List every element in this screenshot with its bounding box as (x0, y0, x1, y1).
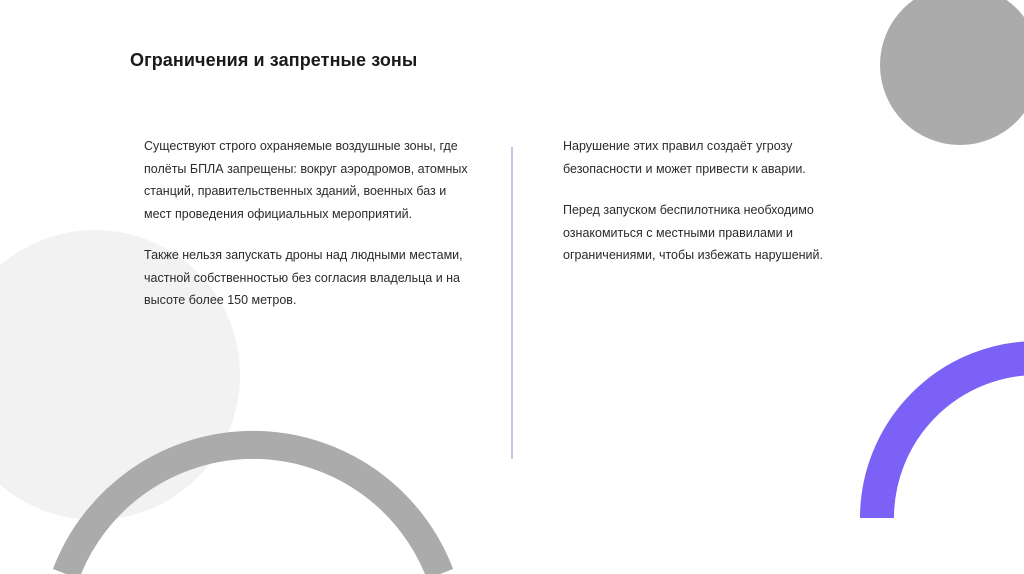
left-paragraph-1: Существуют строго охраняемые воздушные зоны, где полёты БПЛА запрещены: вокруг аэродромов, атомных станций, правительственных зданий, военных баз и мест проведения официальных мероприятий. (144, 139, 468, 221)
column-divider (511, 147, 513, 459)
purple-arc-decoration (877, 358, 1024, 518)
right-paragraph-2: Перед запуском беспилотника необходимо ознакомиться с местными правилами и ограничениями, чтобы избежать нарушений. (563, 203, 823, 262)
left-paragraph-2: Также нельзя запускать дроны над людными местами, частной собственностью без согласия владельца и на высоте более 150 метров. (144, 248, 463, 307)
gray-circle-top-right-decoration (880, 0, 1024, 145)
left-text-column (144, 135, 474, 312)
right-paragraph-1: Нарушение этих правил создаёт угрозу безопасности и может привести к аварии. (563, 139, 806, 176)
page-title: Ограничения и запретные зоны (130, 50, 418, 70)
right-text-column (563, 135, 873, 267)
